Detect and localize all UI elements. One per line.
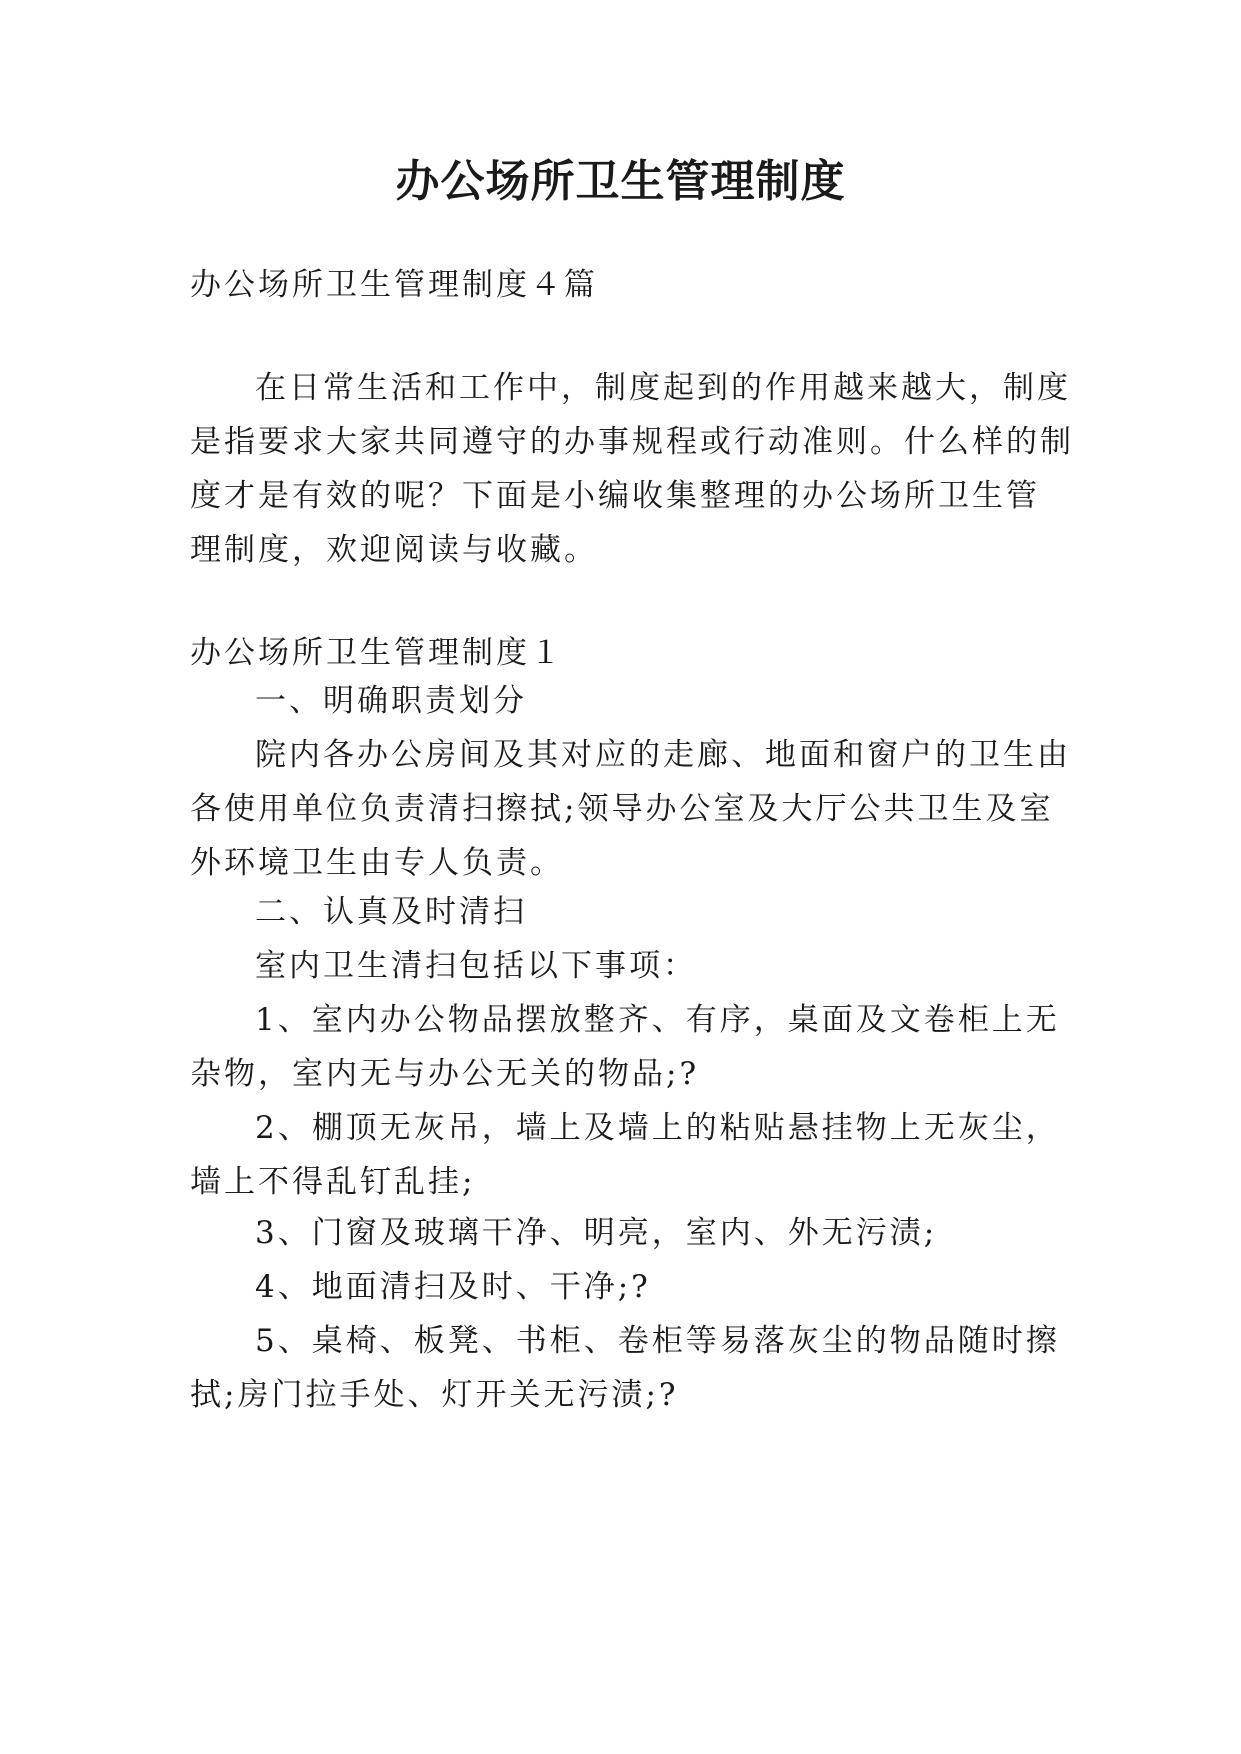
body-line: 各使用单位负责清扫擦拭;领导办公室及大厅公共卫生及室 <box>190 791 1054 827</box>
list-item-line: 5、桌椅、板凳、书柜、卷柜等易落灰尘的物品随时擦 <box>255 1323 1060 1359</box>
intro-line: 度才是有效的呢？下面是小编收集整理的办公场所卫生管 <box>190 478 1040 514</box>
body-line: 外环境卫生由专人负责。 <box>190 845 564 881</box>
document-title: 办公场所卫生管理制度 <box>395 156 846 207</box>
section-heading: 办公场所卫生管理制度１ <box>190 635 564 671</box>
list-item-line: 拭;房门拉手处、灯开关无污渍;? <box>190 1377 679 1413</box>
clause-heading: 二、认真及时清扫 <box>255 894 527 930</box>
list-item-line: 杂物，室内无与办公无关的物品;? <box>190 1056 700 1092</box>
intro-line: 理制度，欢迎阅读与收藏。 <box>190 532 598 568</box>
document-subtitle: 办公场所卫生管理制度４篇 <box>190 267 598 303</box>
list-item-line: 3、门窗及玻璃干净、明亮，室内、外无污渍; <box>255 1215 938 1251</box>
body-line: 室内卫生清扫包括以下事项： <box>255 948 697 984</box>
list-item-line: 墙上不得乱钉乱挂; <box>190 1164 476 1200</box>
intro-line: 在日常生活和工作中，制度起到的作用越来越大，制度 <box>255 370 1071 406</box>
intro-line: 是指要求大家共同遵守的办事规程或行动准则。什么样的制 <box>190 424 1074 460</box>
list-item-line: 2、棚顶无灰吊，墙上及墙上的粘贴悬挂物上无灰尘， <box>255 1110 1060 1146</box>
list-item-line: 4、地面清扫及时、干净;? <box>255 1269 651 1305</box>
body-line: 院内各办公房间及其对应的走廊、地面和窗户的卫生由 <box>255 737 1071 773</box>
clause-heading: 一、明确职责划分 <box>255 683 527 719</box>
list-item-line: 1、室内办公物品摆放整齐、有序，桌面及文卷柜上无 <box>255 1002 1060 1038</box>
